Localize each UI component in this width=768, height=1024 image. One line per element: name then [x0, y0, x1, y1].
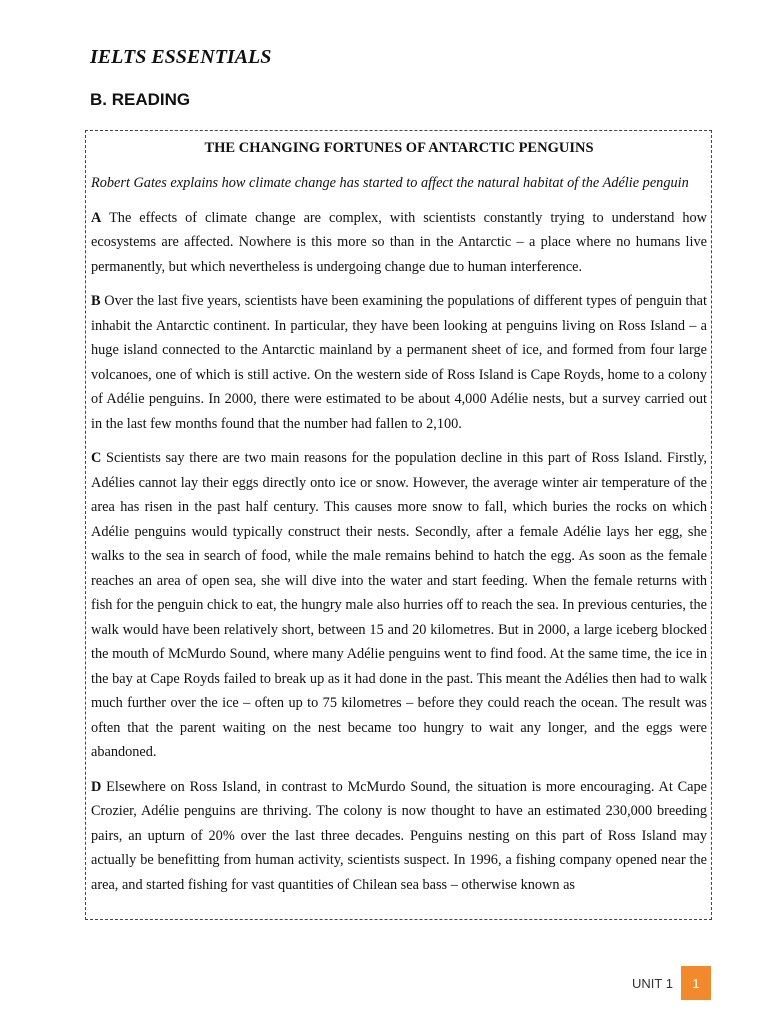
footer-unit-label: UNIT 1	[632, 976, 673, 991]
paragraph-letter: C	[91, 450, 102, 466]
page-number-badge: 1	[681, 966, 711, 1000]
article-title: THE CHANGING FORTUNES OF ANTARCTIC PENGUINS	[204, 140, 594, 156]
paragraph-letter: D	[91, 778, 102, 795]
section-heading: B. READING	[90, 90, 191, 109]
paragraph-text: The effects of climate change are complex, with scientists constantly trying to understand how ecosystems are affected. Nowhere is this more so than in the Antarctic – a place where no humans live permanently, but which nevertheless is undergoing change due to human interference.	[91, 209, 707, 275]
paragraph-c	[91, 446, 707, 765]
paragraph-a	[91, 206, 707, 280]
paragraph-letter: B	[91, 293, 101, 309]
paragraph-d	[91, 775, 707, 898]
paragraph-text: Scientists say there are two main reasons for the population decline in this part of Ross Island. Firstly, Adélies cannot lay their eggs directly onto ice or snow. However, the average winter air temperature of the area has risen in the past half century. This causes more snow to fall, which buries the rocks on which Adélie penguins would typically construct their nests. Secondly, after a female Adélie lays her egg, she walks to the sea in search of food, while the male remains behind to hatch the egg. As soon as the female reaches an area of open sea, she will dive into the water and start feeding. When the female returns with fish for the penguin chick to eat, the hungry male also hurries off to reach the sea. In previous centuries, the walk would have been relatively short, between 15 and 20 kilometres. But in 2000, a large iceberg blocked the mouth of McMurdo Sound, where many Adélie penguins went to find food. At the same time, the ice in the bay at Cape Royds failed to break up as it had done in the past. This meant the Adélies then had to walk much further over the ice – often up to 75 kilometres – before they could reach the ocean. The result was often that the parent waiting on the nest became too hungry to wait any longer, and the eggs were abandoned.	[91, 450, 707, 760]
paragraph-text: Over the last five years, scientists have been examining the populations of different types of penguin that inhabit the Antarctic continent. In particular, they have been looking at penguins living on Ross Island – a huge island connected to the Antarctic mainland by a permanent sheet of ice, and formed from four large volcanoes, one of which is still active. On the western side of Ross Island is Cape Royds, home to a colony of Adélie penguins. In 2000, there were estimated to be about 4,000 Adélie nests, but a survey carried out in the last few months found that the number had fallen to 2,100.	[91, 293, 707, 432]
paragraph-text: Elsewhere on Ross Island, in contrast to McMurdo Sound, the situation is more encouraging. At Cape Crozier, Adélie penguins are thriving. The colony is now thought to have an estimated 230,000 breeding pairs, an upturn of 20% over the last three decades. Penguins nesting on this part of Ross Island may actually be benefitting from human activity, scientists suspect. In 1996, a fishing company opened near the area, and started fishing for vast quantities of Chilean sea bass – otherwise known as	[91, 778, 708, 893]
paragraph-b	[91, 289, 707, 436]
document-header-title: IELTS ESSENTIALS	[90, 46, 272, 68]
reading-passage-box	[85, 130, 712, 920]
article-subtitle: Robert Gates explains how climate change has started to affect the natural habitat of the Adélie penguin	[91, 175, 689, 191]
paragraph-letter: A	[91, 209, 102, 226]
